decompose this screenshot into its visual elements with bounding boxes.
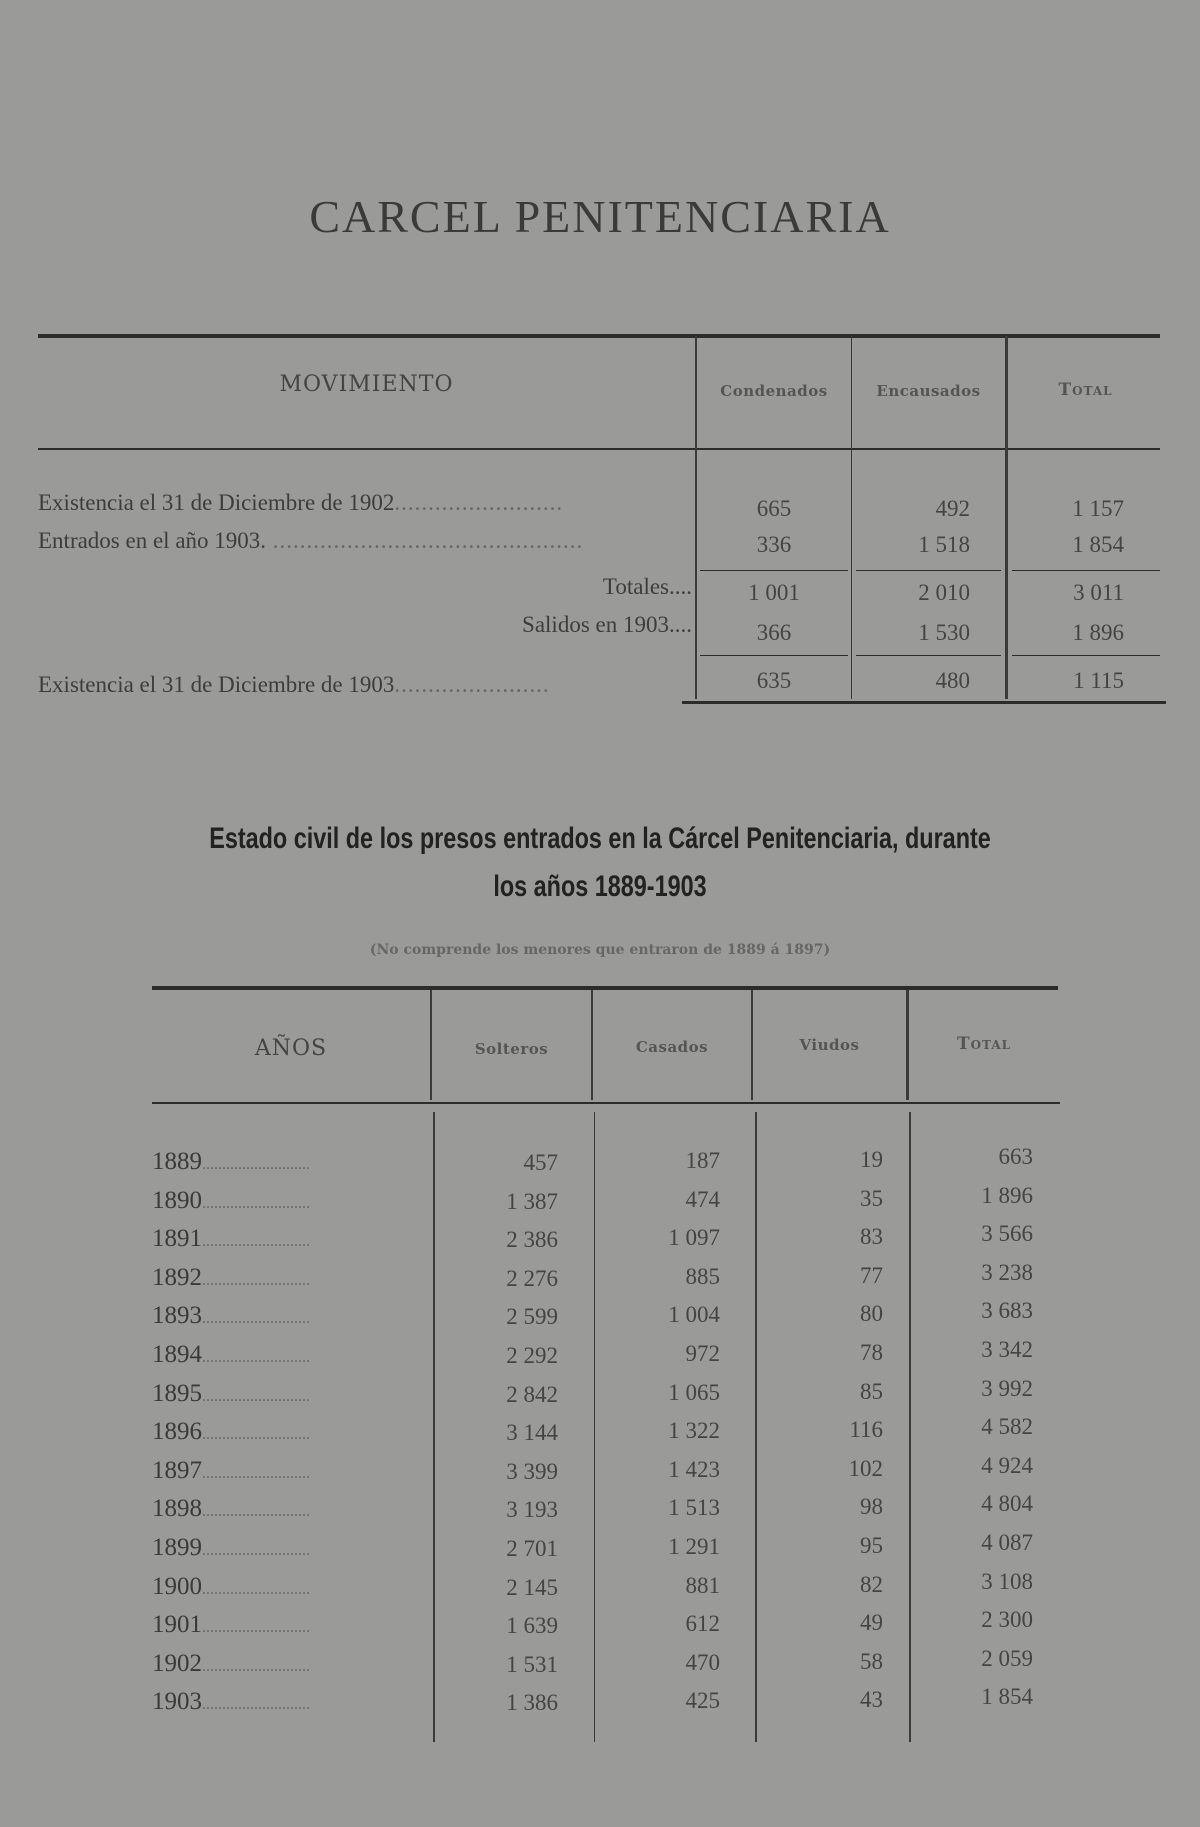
cell-solteros: 1 386 bbox=[506, 1690, 558, 1715]
row-year: 1901........................... bbox=[152, 1611, 310, 1638]
subtotal-rule bbox=[700, 570, 848, 571]
cell-encausados: 480 bbox=[935, 668, 970, 693]
subtotal-rule bbox=[856, 655, 1001, 656]
header-bottom-rule bbox=[152, 1102, 1060, 1104]
cell-casados: 474 bbox=[685, 1187, 720, 1212]
cell-casados: 1 004 bbox=[668, 1302, 720, 1327]
cell-viudos: 19 bbox=[860, 1147, 883, 1172]
cell-encausados: 1 518 bbox=[918, 532, 970, 557]
column-divider bbox=[433, 1112, 435, 1742]
row-year-label: 1894 bbox=[152, 1341, 202, 1368]
row-year: 1892........................... bbox=[152, 1264, 310, 1291]
row-year: 1893........................... bbox=[152, 1302, 310, 1329]
row-year-label: 1890 bbox=[152, 1187, 202, 1214]
header-total: Total bbox=[1058, 380, 1113, 400]
header-encausados: Encausados bbox=[876, 382, 981, 400]
cell-casados: 885 bbox=[685, 1264, 720, 1289]
cell-total: 2 300 bbox=[981, 1607, 1033, 1632]
row-year: 1890........................... bbox=[152, 1187, 310, 1214]
table-bottom-rule bbox=[682, 701, 1166, 704]
row-year-label: 1892 bbox=[152, 1264, 202, 1291]
row-label: Totales.... bbox=[602, 574, 692, 599]
cell-viudos: 98 bbox=[860, 1494, 883, 1519]
cell-total: 3 108 bbox=[981, 1569, 1033, 1594]
cell-casados: 470 bbox=[685, 1650, 720, 1675]
row-year-label: 1895 bbox=[152, 1380, 202, 1407]
cell-condenados: 635 bbox=[756, 668, 792, 693]
cell-solteros: 2 701 bbox=[506, 1536, 558, 1561]
row-label: Entrados en el año 1903. .............................................. bbox=[38, 528, 584, 553]
cell-viudos: 80 bbox=[860, 1301, 883, 1326]
cell-solteros: 1 531 bbox=[506, 1652, 558, 1677]
section-title-line2: los años 1889-1903 bbox=[493, 870, 707, 903]
subtotal-rule bbox=[856, 570, 1001, 571]
header-movimiento: MOVIMIENTO bbox=[279, 372, 454, 397]
cell-solteros: 3 399 bbox=[506, 1459, 558, 1484]
row-year-label: 1899 bbox=[152, 1534, 202, 1561]
cell-casados: 1 513 bbox=[668, 1495, 720, 1520]
cell-viudos: 35 bbox=[860, 1186, 883, 1211]
row-year-label: 1898 bbox=[152, 1495, 202, 1522]
cell-viudos: 49 bbox=[860, 1610, 883, 1635]
cell-condenados: 665 bbox=[756, 496, 792, 521]
row-year: 1891........................... bbox=[152, 1225, 310, 1252]
row-year-label: 1896 bbox=[152, 1418, 202, 1445]
header-viudos: Viudos bbox=[799, 1036, 860, 1054]
cell-total: 1 854 bbox=[1072, 532, 1124, 557]
cell-casados: 1 291 bbox=[668, 1534, 720, 1559]
row-year-label: 1889 bbox=[152, 1148, 202, 1175]
cell-casados: 187 bbox=[685, 1148, 720, 1173]
subtotal-rule bbox=[1012, 655, 1160, 656]
cell-total: 3 683 bbox=[981, 1298, 1033, 1323]
cell-casados: 881 bbox=[685, 1573, 720, 1598]
cell-solteros: 457 bbox=[523, 1150, 558, 1175]
header-total: Total bbox=[956, 1034, 1012, 1054]
cell-total: 3 566 bbox=[981, 1221, 1033, 1246]
cell-viudos: 58 bbox=[860, 1649, 883, 1674]
row-year-label: 1903 bbox=[152, 1688, 202, 1715]
subtotal-rule bbox=[1012, 570, 1160, 571]
row-year: 1898........................... bbox=[152, 1495, 310, 1522]
table-top-rule bbox=[152, 986, 1058, 990]
cell-condenados: 1 001 bbox=[748, 580, 800, 605]
cell-viudos: 83 bbox=[860, 1224, 883, 1249]
header-solteros: Solteros bbox=[474, 1040, 549, 1058]
cell-total: 3 342 bbox=[981, 1337, 1033, 1362]
cell-solteros: 2 842 bbox=[506, 1382, 558, 1407]
row-year-label: 1897 bbox=[152, 1457, 202, 1484]
cell-total: 4 924 bbox=[981, 1453, 1033, 1478]
cell-viudos: 95 bbox=[860, 1533, 883, 1558]
cell-total: 1 854 bbox=[981, 1684, 1033, 1709]
row-year-label: 1893 bbox=[152, 1302, 202, 1329]
cell-solteros: 1 639 bbox=[506, 1613, 558, 1638]
row-year: 1895........................... bbox=[152, 1380, 310, 1407]
row-year: 1896........................... bbox=[152, 1418, 310, 1445]
cell-condenados: 336 bbox=[756, 532, 792, 557]
cell-solteros: 2 599 bbox=[506, 1304, 558, 1329]
cell-solteros: 3 144 bbox=[506, 1420, 558, 1445]
cell-solteros: 2 276 bbox=[506, 1266, 558, 1291]
cell-total: 3 992 bbox=[981, 1376, 1033, 1401]
table-top-rule bbox=[38, 334, 1160, 338]
row-year-label: 1902 bbox=[152, 1650, 202, 1677]
cell-total: 2 059 bbox=[981, 1646, 1033, 1671]
column-divider bbox=[594, 1112, 595, 1742]
cell-total: 3 011 bbox=[1073, 580, 1124, 605]
cell-solteros: 2 145 bbox=[506, 1575, 558, 1600]
cell-total: 3 238 bbox=[981, 1260, 1033, 1285]
header-bottom-rule bbox=[38, 448, 1160, 450]
cell-solteros: 1 387 bbox=[506, 1189, 558, 1214]
row-year: 1897........................... bbox=[152, 1457, 310, 1484]
row-year: 1903........................... bbox=[152, 1688, 310, 1715]
row-label: Existencia el 31 de Diciembre de 1902......................... bbox=[38, 490, 564, 515]
cell-viudos: 102 bbox=[848, 1456, 883, 1481]
row-year: 1900........................... bbox=[152, 1573, 310, 1600]
row-year: 1899........................... bbox=[152, 1534, 310, 1561]
cell-viudos: 116 bbox=[849, 1417, 883, 1442]
cell-viudos: 85 bbox=[860, 1379, 883, 1404]
header-condenados: Condenados bbox=[720, 382, 828, 400]
cell-solteros: 2 292 bbox=[506, 1343, 558, 1368]
section-note: (No comprende los menores que entraron de 1889 á 1897) bbox=[369, 942, 831, 958]
cell-total: 4 804 bbox=[981, 1491, 1033, 1516]
row-year: 1889........................... bbox=[152, 1148, 310, 1175]
section-title-line1: Estado civil de los presos entrados en la Cárcel Penitenciaria, durante bbox=[209, 822, 991, 855]
subtotal-rule bbox=[700, 655, 848, 656]
cell-total: 4 582 bbox=[981, 1414, 1033, 1439]
cell-casados: 1 097 bbox=[668, 1225, 720, 1250]
cell-total: 4 087 bbox=[981, 1530, 1033, 1555]
cell-total: 1 896 bbox=[981, 1183, 1033, 1208]
cell-casados: 972 bbox=[685, 1341, 720, 1366]
cell-viudos: 82 bbox=[860, 1572, 883, 1597]
cell-casados: 1 322 bbox=[668, 1418, 720, 1443]
cell-casados: 1 065 bbox=[668, 1380, 720, 1405]
cell-casados: 425 bbox=[685, 1688, 720, 1713]
cell-encausados: 2 010 bbox=[918, 580, 970, 605]
cell-viudos: 43 bbox=[860, 1687, 883, 1712]
cell-casados: 1 423 bbox=[668, 1457, 720, 1482]
header-casados: Casados bbox=[635, 1038, 709, 1056]
cell-viudos: 78 bbox=[860, 1340, 883, 1365]
row-year-label: 1901 bbox=[152, 1611, 202, 1638]
cell-encausados: 492 bbox=[935, 496, 970, 521]
header-anos: AÑOS bbox=[254, 1036, 328, 1061]
row-label: Existencia el 31 de Diciembre de 1903....................... bbox=[38, 672, 550, 697]
cell-total: 1 115 bbox=[1073, 668, 1124, 693]
row-label: Salidos en 1903.... bbox=[522, 612, 692, 637]
cell-condenados: 366 bbox=[756, 620, 792, 645]
cell-casados: 612 bbox=[685, 1611, 720, 1636]
row-year-label: 1891 bbox=[152, 1225, 202, 1252]
cell-encausados: 1 530 bbox=[918, 620, 970, 645]
row-year: 1894........................... bbox=[152, 1341, 310, 1368]
cell-total: 1 896 bbox=[1072, 620, 1124, 645]
row-year-label: 1900 bbox=[152, 1573, 202, 1600]
row-year: 1902........................... bbox=[152, 1650, 310, 1677]
cell-total: 1 157 bbox=[1072, 496, 1124, 521]
page-title: CARCEL PENITENCIARIA bbox=[309, 191, 891, 242]
cell-viudos: 77 bbox=[860, 1263, 883, 1288]
cell-solteros: 3 193 bbox=[506, 1497, 558, 1522]
cell-total: 663 bbox=[998, 1144, 1033, 1169]
cell-solteros: 2 386 bbox=[506, 1227, 558, 1252]
